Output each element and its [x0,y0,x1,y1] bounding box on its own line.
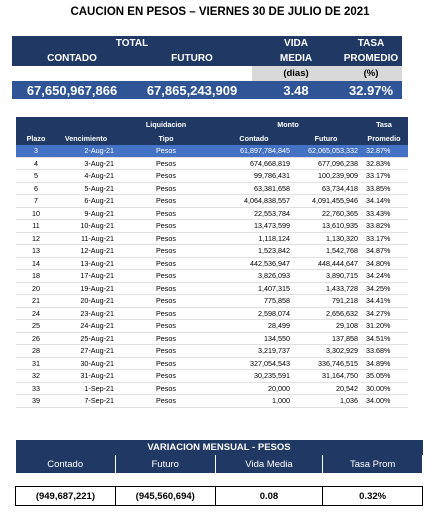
cell-tasa: 33.68% [360,345,408,358]
cell-futuro: 29,108 [292,320,360,333]
variation-vida-header: Vida Media [215,455,323,473]
cell-plazo: 14 [16,257,56,270]
table-row [16,207,408,220]
table-row [16,220,408,233]
cell-plazo: 7 [16,195,56,208]
variation-futuro-value: (945,560,694) [115,487,215,506]
cell-contado: 4,064,838,557 [216,195,292,208]
cell-tipo: Pesos [116,220,216,233]
cell-tasa: 33.82% [360,220,408,233]
cell-plazo: 31 [16,357,56,370]
cell-tipo: Pesos [116,370,216,383]
cell-contado: 1,523,842 [216,245,292,258]
cell-plazo: 39 [16,395,56,408]
cell-vencimiento: 6-Aug-21 [56,195,116,208]
summary-tasa-value: 32.97% [340,81,402,99]
header-monto: Monto [216,117,360,131]
table-row [16,382,408,395]
table-row [16,282,408,295]
cell-vencimiento: 1-Sep-21 [56,382,116,395]
header-contado: Contado [216,131,292,145]
cell-tipo: Pesos [116,157,216,170]
cell-futuro: 448,444,647 [292,257,360,270]
variation-title: VARIACION MENSUAL - PESOS [16,440,423,455]
variation-tasa-header: Tasa Prom [323,455,423,473]
cell-futuro: 1,433,728 [292,282,360,295]
table-row [16,232,408,245]
cell-contado: 1,000 [216,395,292,408]
cell-tipo: Pesos [116,195,216,208]
summary-tasa-header: TASA [340,36,402,51]
cell-plazo: 28 [16,345,56,358]
cell-futuro: 677,096,238 [292,157,360,170]
cell-tipo: Pesos [116,145,216,157]
cell-contado: 22,553,784 [216,207,292,220]
table-row [16,370,408,383]
cell-vencimiento: 12-Aug-21 [56,245,116,258]
cell-tasa: 34.87% [360,245,408,258]
cell-plazo: 33 [16,382,56,395]
header-vencimiento: Vencimiento [56,131,116,145]
cell-vencimiento: 19-Aug-21 [56,282,116,295]
cell-tipo: Pesos [116,382,216,395]
cell-vencimiento: 25-Aug-21 [56,332,116,345]
cell-contado: 1,118,124 [216,232,292,245]
variation-contado-header: Contado [16,455,116,473]
cell-vencimiento: 5-Aug-21 [56,182,116,195]
header-futuro: Futuro [292,131,360,145]
cell-vencimiento: 23-Aug-21 [56,307,116,320]
cell-futuro: 62,065,053,332 [292,145,360,157]
cell-contado: 28,499 [216,320,292,333]
cell-tasa: 34.27% [360,307,408,320]
cell-contado: 3,219,737 [216,345,292,358]
cell-futuro: 336,746,515 [292,357,360,370]
cell-vencimiento: 31-Aug-21 [56,370,116,383]
cell-contado: 327,054,543 [216,357,292,370]
cell-vencimiento: 4-Aug-21 [56,170,116,183]
variation-table [15,440,423,506]
cell-futuro: 20,542 [292,382,360,395]
cell-tipo: Pesos [116,320,216,333]
cell-tasa: 34.25% [360,282,408,295]
cell-vencimiento: 30-Aug-21 [56,357,116,370]
cell-futuro: 4,091,455,946 [292,195,360,208]
cell-contado: 3,826,093 [216,270,292,283]
cell-futuro: 22,760,365 [292,207,360,220]
cell-tipo: Pesos [116,182,216,195]
cell-plazo: 3 [16,145,56,157]
summary-total-header: TOTAL [12,36,252,51]
cell-vencimiento: 3-Aug-21 [56,157,116,170]
cell-futuro: 791,218 [292,295,360,308]
cell-contado: 63,381,658 [216,182,292,195]
header-promedio: Promedio [360,131,408,145]
header-tasa: Tasa [360,117,408,131]
cell-contado: 99,786,431 [216,170,292,183]
cell-tasa: 30.00% [360,382,408,395]
summary-vida-header: VIDA [252,36,340,51]
table-row [16,257,408,270]
cell-contado: 61,897,784,845 [216,145,292,157]
summary-tasa-unit: (%) [340,66,402,81]
cell-futuro: 3,890,715 [292,270,360,283]
cell-tasa: 32.83% [360,157,408,170]
summary-vida-header-2: MEDIA [252,51,340,66]
table-row [16,145,408,157]
variation-spacer [16,473,423,487]
cell-tasa: 34.00% [360,395,408,408]
cell-contado: 442,536,947 [216,257,292,270]
header-vencimiento-top [56,117,116,131]
cell-vencimiento: 9-Aug-21 [56,207,116,220]
summary-vida-value: 3.48 [252,81,340,99]
cell-tasa: 34.51% [360,332,408,345]
cell-tasa: 34.24% [360,270,408,283]
summary-vida-unit: (dias) [252,66,340,81]
summary-contado-header: CONTADO [12,51,132,66]
cell-contado: 674,668,819 [216,157,292,170]
cell-plazo: 25 [16,320,56,333]
cell-vencimiento: 20-Aug-21 [56,295,116,308]
cell-futuro: 1,542,768 [292,245,360,258]
cell-tipo: Pesos [116,270,216,283]
table-row [16,170,408,183]
table-row [16,182,408,195]
cell-tipo: Pesos [116,395,216,408]
table-row [16,345,408,358]
cell-tasa: 34.89% [360,357,408,370]
cell-plazo: 6 [16,182,56,195]
cell-vencimiento: 17-Aug-21 [56,270,116,283]
summary-blank [12,66,132,81]
cell-tasa: 31.20% [360,320,408,333]
summary-tasa-header-2: PROMEDIO [340,51,402,66]
cell-plazo: 4 [16,157,56,170]
variation-vida-value: 0.08 [215,487,323,506]
cell-plazo: 20 [16,282,56,295]
cell-tasa: 34.80% [360,257,408,270]
cell-vencimiento: 24-Aug-21 [56,320,116,333]
cell-tasa: 33.85% [360,182,408,195]
header-plazo-top [16,117,56,131]
cell-futuro: 13,610,935 [292,220,360,233]
table-row [16,270,408,283]
table-row [16,332,408,345]
cell-futuro: 1,130,320 [292,232,360,245]
variation-tasa-value: 0.32% [323,487,423,506]
cell-contado: 775,858 [216,295,292,308]
variation-contado-value: (949,687,221) [16,487,116,506]
cell-plazo: 18 [16,270,56,283]
cell-tipo: Pesos [116,232,216,245]
cell-tasa: 33.17% [360,170,408,183]
cell-vencimiento: 2-Aug-21 [56,145,116,157]
cell-tasa: 32.87% [360,145,408,157]
cell-futuro: 3,302,929 [292,345,360,358]
cell-tipo: Pesos [116,307,216,320]
cell-plazo: 24 [16,307,56,320]
header-plazo: Plazo [16,131,56,145]
cell-tipo: Pesos [116,257,216,270]
cell-plazo: 10 [16,207,56,220]
cell-futuro: 100,239,909 [292,170,360,183]
header-tipo: Tipo [116,131,216,145]
cell-plazo: 12 [16,232,56,245]
cell-tasa: 34.14% [360,195,408,208]
table-row [16,157,408,170]
caucion-table [16,117,408,408]
cell-contado: 1,407,315 [216,282,292,295]
cell-tasa: 35.05% [360,370,408,383]
cell-vencimiento: 7-Sep-21 [56,395,116,408]
cell-contado: 2,598,074 [216,307,292,320]
table-row [16,357,408,370]
table-row [16,195,408,208]
cell-tipo: Pesos [116,245,216,258]
cell-plazo: 21 [16,295,56,308]
cell-futuro: 31,164,750 [292,370,360,383]
cell-tipo: Pesos [116,207,216,220]
table-row [16,395,408,408]
page-title: CAUCION EN PESOS – VIERNES 30 DE JULIO DE 2021 [70,6,370,18]
cell-tipo: Pesos [116,295,216,308]
cell-tipo: Pesos [116,170,216,183]
summary-futuro-value: 67,865,243,909 [132,81,252,99]
cell-plazo: 13 [16,245,56,258]
cell-contado: 30,235,591 [216,370,292,383]
cell-futuro: 137,858 [292,332,360,345]
cell-plazo: 26 [16,332,56,345]
cell-tasa: 34.41% [360,295,408,308]
cell-plazo: 32 [16,370,56,383]
table-row [16,295,408,308]
cell-contado: 20,000 [216,382,292,395]
cell-tipo: Pesos [116,357,216,370]
cell-plazo: 11 [16,220,56,233]
cell-vencimiento: 27-Aug-21 [56,345,116,358]
cell-tipo: Pesos [116,332,216,345]
cell-vencimiento: 11-Aug-21 [56,232,116,245]
cell-tasa: 33.17% [360,232,408,245]
summary-blank [132,66,252,81]
cell-tipo: Pesos [116,282,216,295]
variation-futuro-header: Futuro [115,455,215,473]
cell-plazo: 5 [16,170,56,183]
summary-contado-value: 67,650,967,866 [12,81,132,99]
cell-futuro: 2,656,632 [292,307,360,320]
table-row [16,307,408,320]
table-row [16,320,408,333]
summary-table [12,36,402,99]
table-row [16,245,408,258]
cell-vencimiento: 13-Aug-21 [56,257,116,270]
cell-futuro: 63,734,418 [292,182,360,195]
cell-contado: 134,550 [216,332,292,345]
cell-tasa: 33.43% [360,207,408,220]
cell-contado: 13,473,599 [216,220,292,233]
cell-futuro: 1,036 [292,395,360,408]
cell-tipo: Pesos [116,345,216,358]
summary-futuro-header: FUTURO [132,51,252,66]
header-liquidacion: Liquidacion [116,117,216,131]
cell-vencimiento: 10-Aug-21 [56,220,116,233]
